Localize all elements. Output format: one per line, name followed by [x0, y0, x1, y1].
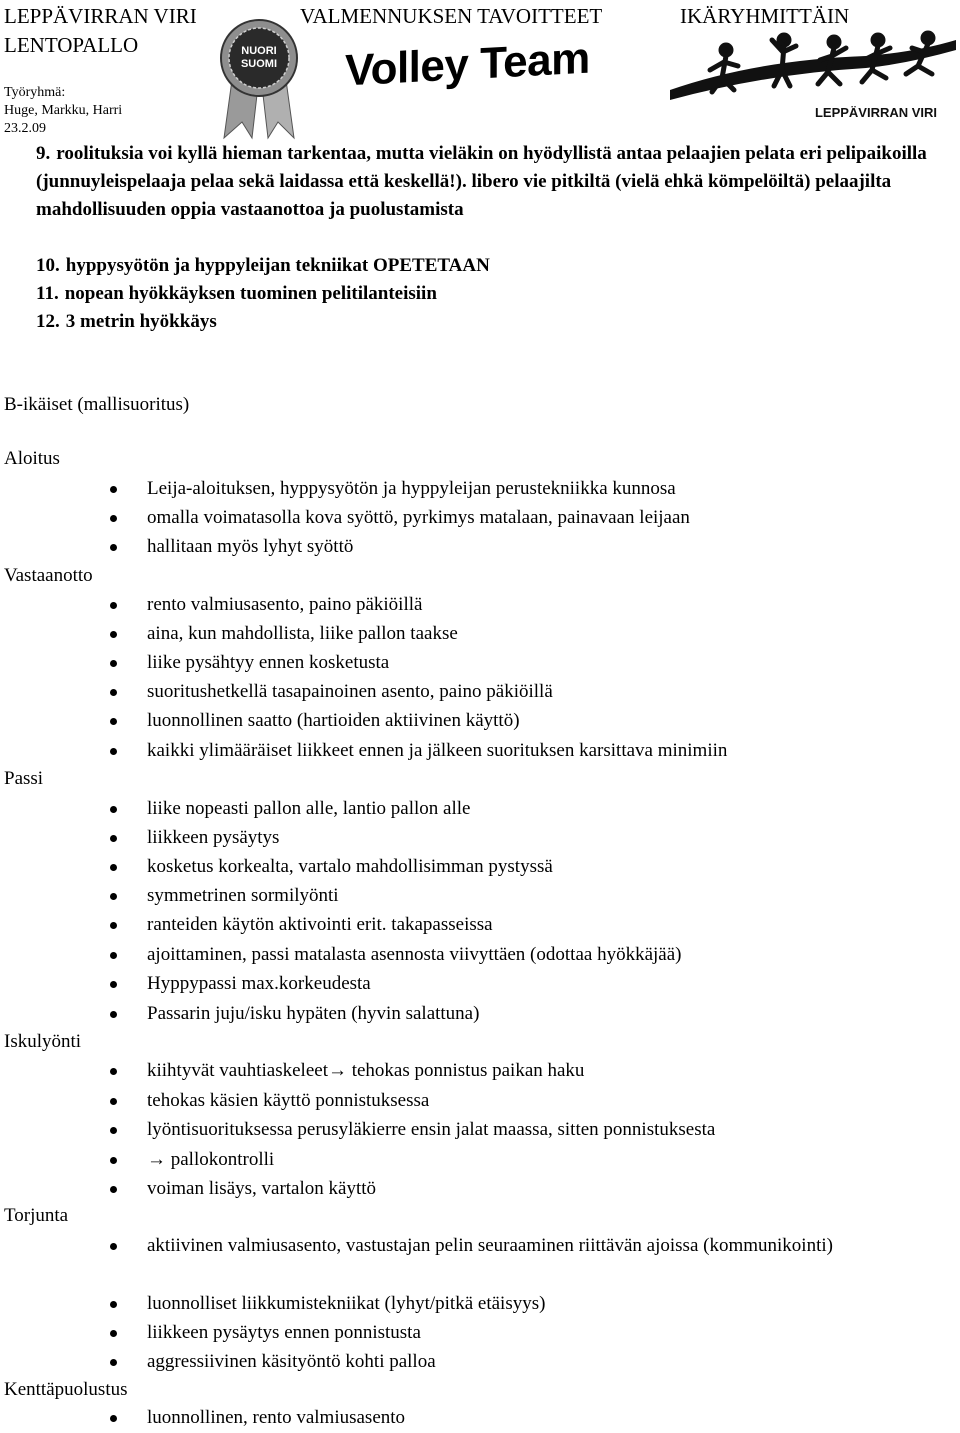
bullet-icon	[110, 1186, 117, 1193]
list-text: nopean hyökkäyksen tuominen pelitilanteisiin	[64, 283, 437, 304]
list-number: 10.	[36, 255, 60, 276]
bullet-text: suoritushetkellä tasapainoinen asento, paino päkiöillä	[147, 681, 553, 702]
bullet-icon	[110, 1415, 117, 1422]
category-aloitus: Aloitus	[4, 448, 60, 469]
bullet-text: Passarin juju/isku hypäten (hyvin salattuna)	[147, 1003, 480, 1024]
bullet-icon	[110, 1157, 117, 1164]
bullet-text: omalla voimatasolla kova syöttö, pyrkimys matalaan, painavaan leijaan	[147, 507, 690, 528]
bullet-icon	[110, 544, 117, 551]
doc-title: VALMENNUKSEN TAVOITTEET	[300, 4, 603, 28]
bullet-icon	[110, 1068, 117, 1075]
bullet-text: tehokas käsien käyttö ponnistuksessa	[147, 1090, 430, 1111]
list-item-12	[36, 308, 956, 336]
bullet-text: hallitaan myös lyhyt syöttö	[147, 536, 354, 557]
bullet-text: voiman lisäys, vartalon käyttö	[147, 1178, 377, 1199]
doc-date: 23.2.09	[4, 121, 46, 136]
bullet-icon	[110, 515, 117, 522]
bullet-icon	[110, 952, 117, 959]
bullet-icon	[110, 1098, 117, 1105]
bullet-icon	[110, 1359, 117, 1366]
bullet-icon	[110, 718, 117, 725]
bullet-icon	[110, 1011, 117, 1018]
bullet-icon	[110, 1127, 117, 1134]
doc-scope: IKÄRYHMITTÄIN	[680, 4, 850, 28]
bullet-text: ranteiden käytön aktivointi erit. takapasseissa	[147, 914, 493, 935]
org-name: LEPPÄVIRRAN VIRI	[4, 4, 197, 28]
bullet-text: aina, kun mahdollista, liike pallon taakse	[147, 623, 458, 644]
bullet-icon	[110, 893, 117, 900]
bullet-text: Leija-aloituksen, hyppysyötön ja hyppyleijan perustekniikka kunnosa	[147, 478, 676, 499]
list-item-11	[36, 280, 956, 308]
bullet-icon	[110, 748, 117, 755]
bullet-icon	[110, 835, 117, 842]
bullet-text: luonnollinen, rento valmiusasento	[147, 1407, 406, 1428]
list-number: 11.	[36, 283, 59, 304]
bullet-icon	[110, 1301, 117, 1308]
bullet-icon	[110, 1330, 117, 1337]
org-sport: LENTOPALLO	[4, 33, 139, 57]
svg-text:NUORI: NUORI	[241, 45, 277, 57]
bullet-icon	[110, 486, 117, 493]
category-vastaanotto: Vastaanotto	[4, 565, 93, 586]
bullet-text: → pallokontrolli	[147, 1149, 275, 1170]
bullet-icon	[110, 922, 117, 929]
bullet-text: kiihtyvät vauhtiaskeleet→ tehokas ponnistus paikan haku	[147, 1060, 585, 1081]
bullet-icon	[110, 806, 117, 813]
bullet-text: aggressiivinen käsityöntö kohti palloa	[147, 1351, 436, 1372]
svg-text:SUOMI: SUOMI	[240, 58, 278, 70]
category-kenttapuolustus: Kenttäpuolustus	[4, 1379, 128, 1400]
bullet-text: Hyppypassi max.korkeudesta	[147, 973, 371, 994]
section-title: B-ikäiset (mallisuoritus)	[4, 394, 190, 415]
nuori-suomi-seal-icon	[218, 10, 300, 142]
bullet-text: rento valmiusasento, paino päkiöillä	[147, 594, 423, 615]
bullet-text: luonnollinen saatto (hartioiden aktiivinen käyttö)	[147, 710, 520, 731]
bullet-icon	[110, 631, 117, 638]
bullet-text: liikkeen pysäytys	[147, 827, 280, 848]
workgroup-label: Työryhmä:	[4, 85, 66, 100]
bullet-text: kosketus korkealta, vartalo mahdollisimman pystyssä	[147, 856, 553, 877]
category-torjunta: Torjunta	[4, 1205, 69, 1226]
list-item-9	[36, 140, 956, 224]
bullet-text: lyöntisuorituksessa perusyläkierre ensin jalat maassa, sitten ponnistuksesta	[147, 1119, 716, 1140]
workgroup-members: Huge, Markku, Harri	[4, 103, 123, 118]
category-passi: Passi	[4, 768, 44, 789]
bullet-text: symmetrinen sormilyönti	[147, 885, 339, 906]
list-text: hyppysyötön ja hyppyleijan tekniikat OPETETAAN	[65, 255, 490, 276]
bullet-icon	[110, 660, 117, 667]
bullet-text: liikkeen pysäytys ennen ponnistusta	[147, 1322, 421, 1343]
bullet-icon	[110, 602, 117, 609]
list-text: roolituksia voi kyllä hieman tarkentaa, mutta vieläkin on hyödyllistä antaa pelaajien pelata eri pelipaikoilla (junnuyleispelaaja pelaa sekä laidassa että keskellä!). libero vie pitkiltä (vielä ehkä kömpelöiltä) pelaajilta mahdollisuuden oppia vastaanottoa ja puolustamista	[36, 143, 927, 220]
bullet-text: aktiivinen valmiusasento, vastustajan pelin seuraaminen riittävän ajoissa (kommunikointi)	[147, 1235, 833, 1256]
volley-team-logo: Volley Team	[345, 33, 590, 96]
bullet-icon	[110, 1243, 117, 1250]
bullet-text: ajoittaminen, passi matalasta asennosta viivyttäen (odottaa hyökkäjää)	[147, 944, 682, 965]
bullet-icon	[110, 864, 117, 871]
bullet-text: luonnolliset liikkumistekniikat (lyhyt/pitkä etäisyys)	[147, 1293, 546, 1314]
svg-text:LEPPÄVIRRAN VIRI: LEPPÄVIRRAN VIRI	[814, 105, 938, 120]
bullet-icon	[110, 981, 117, 988]
athletes-logo-icon	[666, 30, 958, 128]
bullet-text: liike pysähtyy ennen kosketusta	[147, 652, 390, 673]
bullet-text: kaikki ylimääräiset liikkeet ennen ja jälkeen suorituksen karsittava minimiin	[147, 740, 728, 761]
list-number: 9.	[36, 143, 51, 164]
category-iskulyonti: Iskulyönti	[4, 1031, 82, 1052]
bullet-text: liike nopeasti pallon alle, lantio pallon alle	[147, 798, 471, 819]
list-text: 3 metrin hyökkäys	[65, 311, 217, 332]
bullet-icon	[110, 689, 117, 696]
list-number: 12.	[36, 311, 60, 332]
list-item-10	[36, 252, 956, 280]
